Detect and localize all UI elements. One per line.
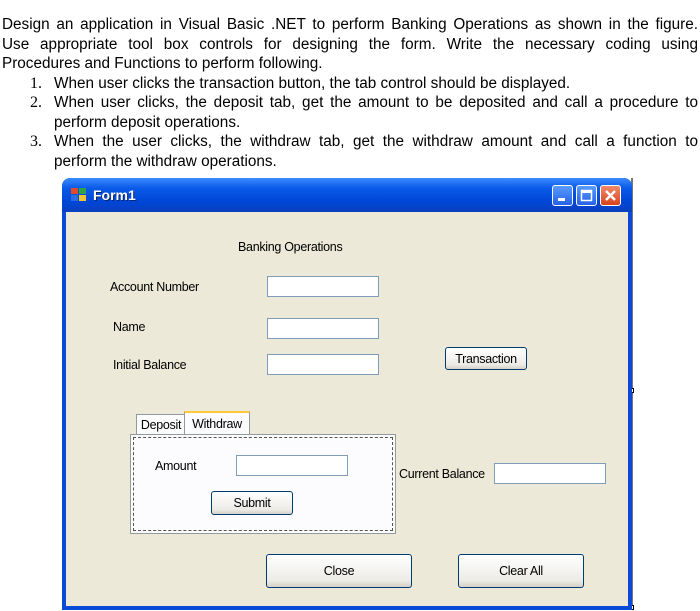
intro-line-1: Design an application in Visual Basic .NET to perform Banking Operations as shown in the figure. [2, 16, 698, 33]
item-text-cont: perform the withdraw operations. [54, 152, 277, 170]
amount-label: Amount [155, 459, 197, 473]
tab-page-withdraw [130, 434, 396, 534]
title-bar[interactable] [62, 178, 632, 212]
minimize-icon [553, 186, 572, 205]
list-item [2, 74, 698, 94]
close-button[interactable]: Close [266, 554, 412, 588]
item-number: 3. [30, 133, 42, 150]
name-field[interactable] [267, 318, 379, 339]
submit-button[interactable]: Submit [211, 491, 293, 515]
current-balance-field[interactable] [494, 463, 606, 484]
requirements-list [2, 74, 698, 172]
initial-balance-label: Initial Balance [113, 358, 187, 372]
window-title: Form1 [93, 187, 136, 203]
form-window [62, 178, 632, 610]
tab-withdraw[interactable]: Withdraw [184, 411, 250, 434]
intro-line-2: Use appropriate tool box controls for designing the form. Write the necessary coding using [2, 35, 698, 53]
account-number-field[interactable] [267, 276, 379, 297]
clear-all-button[interactable]: Clear All [458, 554, 584, 588]
app-icon [71, 188, 87, 202]
question-text [2, 15, 698, 171]
list-item [2, 132, 698, 171]
item-number: 1. [30, 74, 42, 92]
form-client-area [66, 212, 628, 606]
form-heading: Banking Operations [238, 240, 343, 254]
intro-line-3: Procedures and Functions to perform following. [2, 55, 323, 72]
maximize-button[interactable] [576, 185, 597, 206]
initial-balance-field[interactable] [267, 354, 379, 375]
item-text: When the user clicks, the withdraw tab, get the withdraw amount and call a function to [54, 133, 698, 150]
account-number-label: Account Number [110, 280, 199, 294]
close-window-button[interactable] [600, 185, 621, 206]
maximize-icon [577, 186, 596, 205]
list-item [2, 93, 698, 132]
close-icon [601, 186, 620, 205]
item-text: When user clicks, the deposit tab, get the amount to be deposited and call a procedure to [54, 94, 698, 111]
current-balance-label: Current Balance [399, 467, 485, 481]
tab-page-focus-border [133, 437, 393, 531]
name-label: Name [113, 320, 146, 334]
transaction-button[interactable]: Transaction [445, 347, 527, 370]
amount-field[interactable] [236, 455, 348, 476]
item-text: When user clicks the transaction button, the tab control should be displayed. [54, 74, 571, 92]
item-text-cont: perform deposit operations. [54, 113, 241, 131]
tab-deposit[interactable]: Deposit [136, 414, 186, 434]
item-number: 2. [30, 94, 42, 111]
minimize-button[interactable] [552, 185, 573, 206]
